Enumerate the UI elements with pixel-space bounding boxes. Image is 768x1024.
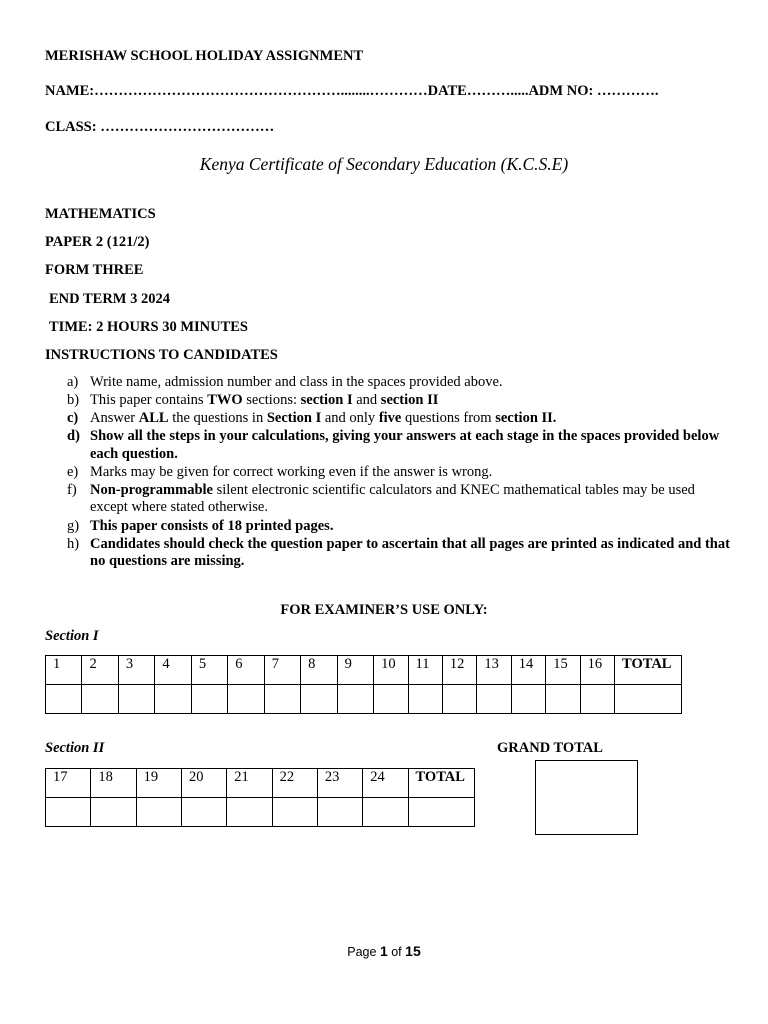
instruction-text: Candidates should check the question paper to ascertain that all pages are printed as indicated and that no questions are missing. [90,535,730,570]
instruction-item [45,374,735,392]
instruction-text: Marks may be given for correct working even if the answer is wrong. [90,463,493,480]
instruction-text: Non-programmable silent electronic scientific calculators and KNEC mathematical tables may be used except where stated otherwise. [90,481,695,516]
instruction-text: This paper consists of 18 printed pages. [90,517,334,534]
score-entry-cell[interactable] [272,798,317,827]
question-number-cell: 21 [227,769,272,798]
instructions-title: INSTRUCTIONS TO CANDIDATES [45,347,278,363]
question-number-cell: 17 [46,769,91,798]
question-number-cell: 10 [374,656,408,685]
grand-total-label: GRAND TOTAL [497,740,603,756]
instruction-text: Show all the steps in your calculations, giving your answers at each stage in the spaces provided below each question. [90,428,720,462]
exam-title: Kenya Certificate of Secondary Education (K.C.S.E) [199,154,569,174]
score-entry-cell[interactable] [546,685,580,714]
question-number-cell: 15 [546,656,580,685]
score-entry-cell[interactable] [227,798,272,827]
score-entry-cell[interactable] [118,685,154,714]
instruction-marker: c) [67,410,79,427]
score-entry-cell[interactable] [155,685,191,714]
question-number-cell: 23 [317,769,362,798]
question-number-cell: 1 [46,656,82,685]
instruction-item [45,482,735,517]
question-number-cell: 22 [272,769,317,798]
of-word: of [391,945,402,959]
score-entry-cell[interactable] [511,685,545,714]
score-entry-cell[interactable] [363,798,408,827]
score-entry-cell[interactable] [136,798,181,827]
total-entry-cell[interactable] [615,685,682,714]
total-header-cell: TOTAL [408,769,475,798]
total-header-cell: TOTAL [615,656,682,685]
section-2-score-table [45,768,475,827]
instruction-marker: e) [67,463,79,480]
score-entry-cell[interactable] [580,685,614,714]
instruction-text: This paper contains TWO sections: section I and section II [90,392,439,409]
section-1-score-table [45,655,682,714]
instruction-marker: h) [67,535,80,552]
question-number-cell: 6 [228,656,264,685]
score-entry-cell[interactable] [82,685,118,714]
question-number-cell: 14 [511,656,545,685]
school-title: MERISHAW SCHOOL HOLIDAY ASSIGNMENT [45,48,364,64]
question-number-cell: 7 [264,656,300,685]
question-number-cell: 3 [118,656,154,685]
form-level: FORM THREE [45,262,144,278]
score-entry-cell[interactable] [228,685,264,714]
total-entry-cell[interactable] [408,798,475,827]
instruction-item [45,464,735,482]
score-entry-cell[interactable] [191,685,227,714]
grand-total-box[interactable] [535,760,638,835]
instruction-marker: a) [67,374,79,390]
page-number: 1 [379,943,388,959]
score-entry-cell[interactable] [408,685,442,714]
score-entry-cell[interactable] [317,798,362,827]
instruction-item [45,536,735,571]
instructions-list [45,374,735,571]
score-entry-cell[interactable] [46,798,91,827]
section-1-label: Section I [45,628,99,644]
score-entry-cell[interactable] [337,685,373,714]
term: END TERM 3 2024 [49,291,170,307]
question-number-cell: 11 [408,656,442,685]
instruction-marker: f) [67,481,77,498]
instruction-item [45,428,735,463]
section-2-label: Section II [45,740,105,756]
score-entry-cell[interactable] [91,798,136,827]
paper-code: PAPER 2 (121/2) [45,234,150,250]
instruction-item [45,392,735,410]
page-word: Page [347,945,377,959]
page-footer [0,943,768,959]
class-line: CLASS: ……………………………… [45,119,275,135]
total-pages: 15 [405,943,421,959]
question-number-cell: 20 [181,769,226,798]
score-entry-cell[interactable] [301,685,337,714]
score-entry-cell[interactable] [477,685,511,714]
question-number-cell: 2 [82,656,118,685]
name-date-adm-line: NAME:……………………………………………........…………DATE……….....ADM NO: …………. [45,83,659,99]
question-number-cell: 9 [337,656,373,685]
instruction-text: Write name, admission number and class in the spaces provided above. [90,374,503,390]
score-entry-cell[interactable] [46,685,82,714]
score-entry-cell[interactable] [442,685,476,714]
question-number-cell: 18 [91,769,136,798]
instruction-marker: b) [67,392,80,409]
instruction-marker: g) [67,517,80,534]
instruction-item [45,518,735,536]
instruction-marker: d) [67,428,80,445]
question-number-cell: 16 [580,656,614,685]
instruction-item [45,410,735,428]
question-number-cell: 5 [191,656,227,685]
question-number-cell: 8 [301,656,337,685]
question-number-cell: 19 [136,769,181,798]
score-entry-cell[interactable] [181,798,226,827]
question-number-cell: 12 [442,656,476,685]
question-number-cell: 13 [477,656,511,685]
examiner-use-title: FOR EXAMINER’S USE ONLY: [280,602,488,618]
score-entry-cell[interactable] [374,685,408,714]
question-number-cell: 4 [155,656,191,685]
subject: MATHEMATICS [45,206,156,222]
time-allowed: TIME: 2 HOURS 30 MINUTES [49,319,248,335]
question-number-cell: 24 [363,769,408,798]
score-entry-cell[interactable] [264,685,300,714]
instruction-text: Answer ALL the questions in Section I and only five questions from section II. [90,410,557,427]
